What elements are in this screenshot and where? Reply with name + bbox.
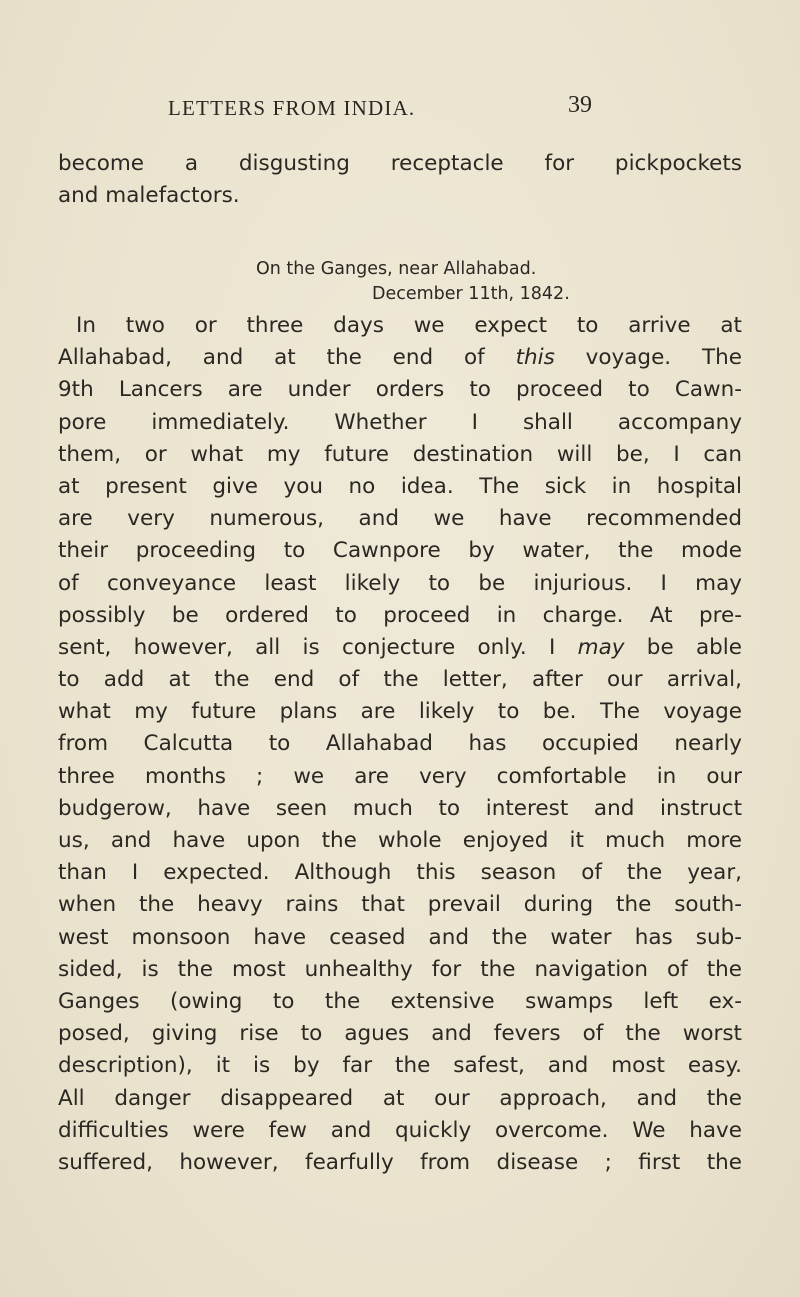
text-line: to add at the end of the letter, after our arrival, — [58, 667, 742, 693]
text-line: Allahabad, and at the end of this voyage. The — [58, 345, 742, 371]
text-line: suffered, however, fearfully from disease ; first the — [58, 1149, 742, 1175]
running-title: LETTERS FROM INDIA. — [168, 96, 416, 120]
text-line: their proceeding to Cawnpore by water, the mode — [58, 538, 742, 564]
text-line: difficulties were few and quickly overcome. We have — [58, 1117, 742, 1143]
text-line: 9th Lancers are under orders to proceed to Cawn- — [58, 377, 742, 403]
page-number: 39 — [568, 92, 592, 118]
text-line: what my future plans are likely to be. The voyage — [58, 699, 742, 725]
text-line: three months ; we are very comfortable in our — [58, 763, 742, 789]
text-line: In two or three days we expect to arrive at — [76, 313, 742, 338]
dateline-date: December 11th, 1842. — [372, 284, 570, 304]
opening-lines — [58, 148, 742, 212]
text-line: when the heavy rains that prevail during the south- — [58, 892, 742, 918]
text-line: of conveyance least likely to be injurious. I may — [58, 570, 742, 596]
text-line: from Calcutta to Allahabad has occupied nearly — [58, 731, 742, 757]
text-line: us, and have upon the whole enjoyed it much more — [58, 828, 742, 853]
italic-word: this — [515, 345, 555, 371]
text-line: All danger disappeared at our approach, and the — [58, 1085, 742, 1111]
text-line: west monsoon have ceased and the water has sub- — [58, 924, 742, 950]
text-line: posed, giving rise to agues and fevers of the worst — [58, 1021, 742, 1047]
dateline-place: On the Ganges, near Allahabad. — [256, 259, 537, 279]
text-line: Ganges (owing to the extensive swamps left ex- — [58, 988, 742, 1014]
text-line: at present give you no idea. The sick in hospital — [58, 473, 742, 499]
text-line: possibly be ordered to proceed in charge. At pre- — [58, 602, 742, 628]
text-line: become a disgusting receptacle for pickpockets — [58, 151, 742, 176]
text-line: than I expected. Although this season of the year, — [58, 860, 742, 886]
text-line: are very numerous, and we have recommended — [58, 506, 742, 532]
italic-word: may — [577, 634, 625, 660]
text-line: budgerow, have seen much to interest and instruct — [58, 795, 742, 821]
text-line: them, or what my future destination will be, I can — [58, 441, 742, 467]
text-line: description), it is by far the safest, and most easy. — [58, 1053, 742, 1079]
running-head — [0, 92, 800, 130]
letter-paragraph — [58, 310, 742, 1179]
text-line: sided, is the most unhealthy for the navigation of the — [58, 956, 742, 982]
text-line: and malefactors. — [58, 183, 240, 209]
text-line: sent, however, all is conjecture only. I may be able — [58, 634, 742, 660]
text-line: pore immediately. Whether I shall accompany — [58, 409, 742, 435]
